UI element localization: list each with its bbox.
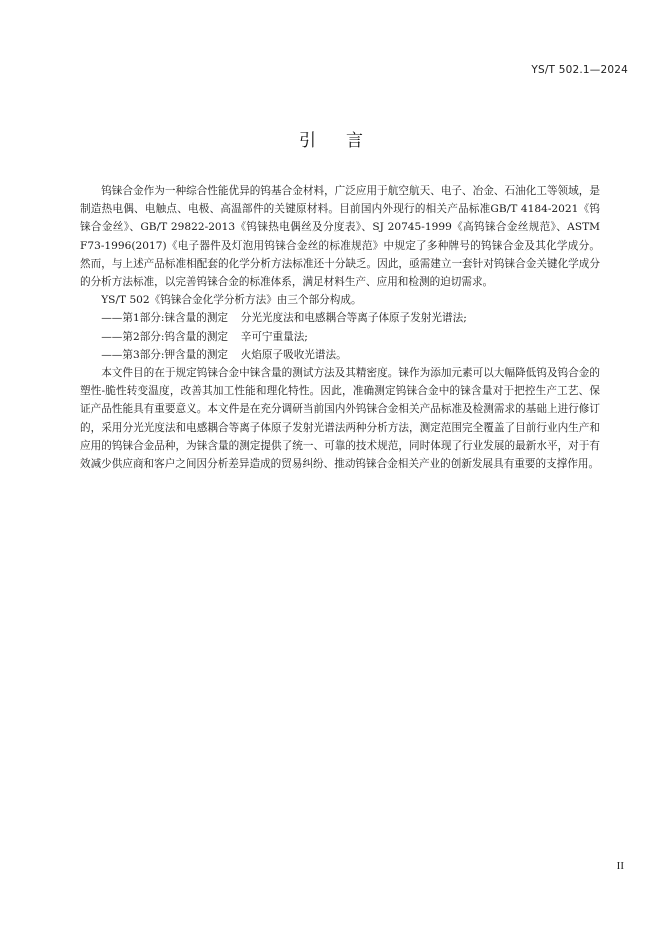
list-item-part-1 — [80, 309, 600, 327]
part-1-label: ——第1部分:铼含量的测定 — [101, 312, 229, 325]
list-item-part-2 — [80, 328, 600, 346]
page-number: II — [616, 860, 624, 872]
page-title: 引言 — [299, 131, 393, 151]
paragraph-structure: YS/T 502《钨铼合金化学分析方法》由三个部分构成。 — [101, 294, 362, 307]
paragraph-purpose: 本文件目的在于规定钨铼合金中铼含量的测试方法及其精密度。铼作为添加元素可以大幅降低钨及钨合金的塑性-脆性转变温度，改善其加工性能和理化特性。因此，准确测定钨铼合金中的铼含量对于把控生产工艺、保证产品性能具有重要意义。本文件是在充分调研当前国内外钨铼合金相关产品标准及检测需求的基础上进行修订的，采用分光光度法和电感耦合等离子体原子发射光谱法两种分析方法，测定范围完全覆盖了目前行业内生产和应用的钨铼合金品种，为铼含量的测定提供了统一、可靠的技术规范，同时体现了行业发展的最新水平，对于有效减少供应商和客户之间因分析差异造成的贸易纠纷、推动钨铼合金相关产业的创新发展具有重要的支撑作用。 — [80, 367, 600, 471]
part-3-label: ——第3部分:钾含量的测定 — [101, 348, 229, 361]
part-2-method: 辛可宁重量法; — [240, 330, 308, 343]
body-text — [80, 182, 600, 473]
part-1-method: 分光光度法和电感耦合等离子体原子发射光谱法; — [240, 312, 467, 325]
part-3-method: 火焰原子吸收光谱法。 — [240, 348, 347, 361]
standard-number: YS/T 502.1—2024 — [531, 64, 628, 76]
list-item-part-3 — [80, 346, 600, 364]
part-2-label: ——第2部分:钨含量的测定 — [101, 330, 229, 343]
paragraph-intro: 钨铼合金作为一种综合性能优异的钨基合金材料，广泛应用于航空航天、电子、冶金、石油化工等领域，是制造热电偶、电触点、电极、高温部件的关键原材料。目前国内外现行的相关产品标准GB/T 4184-2021《钨铼合金丝》、GB/T 29822-2013《钨铼热电偶丝及分度表》、SJ 20745-1999《高钨铼合金丝规范》、ASTM F73-1996(2017)《电子器件及灯泡用钨铼合金丝的标准规范》中规定了多种牌号的钨铼合金及其化学成分。然而，与上述产品标准相配套的化学分析方法标准还十分缺乏。因此，亟需建立一套针对钨铼合金关键化学成分的分析方法标准，以完善钨铼合金的标准体系，满足材料生产、应用和检测的迫切需求。 — [80, 185, 600, 289]
